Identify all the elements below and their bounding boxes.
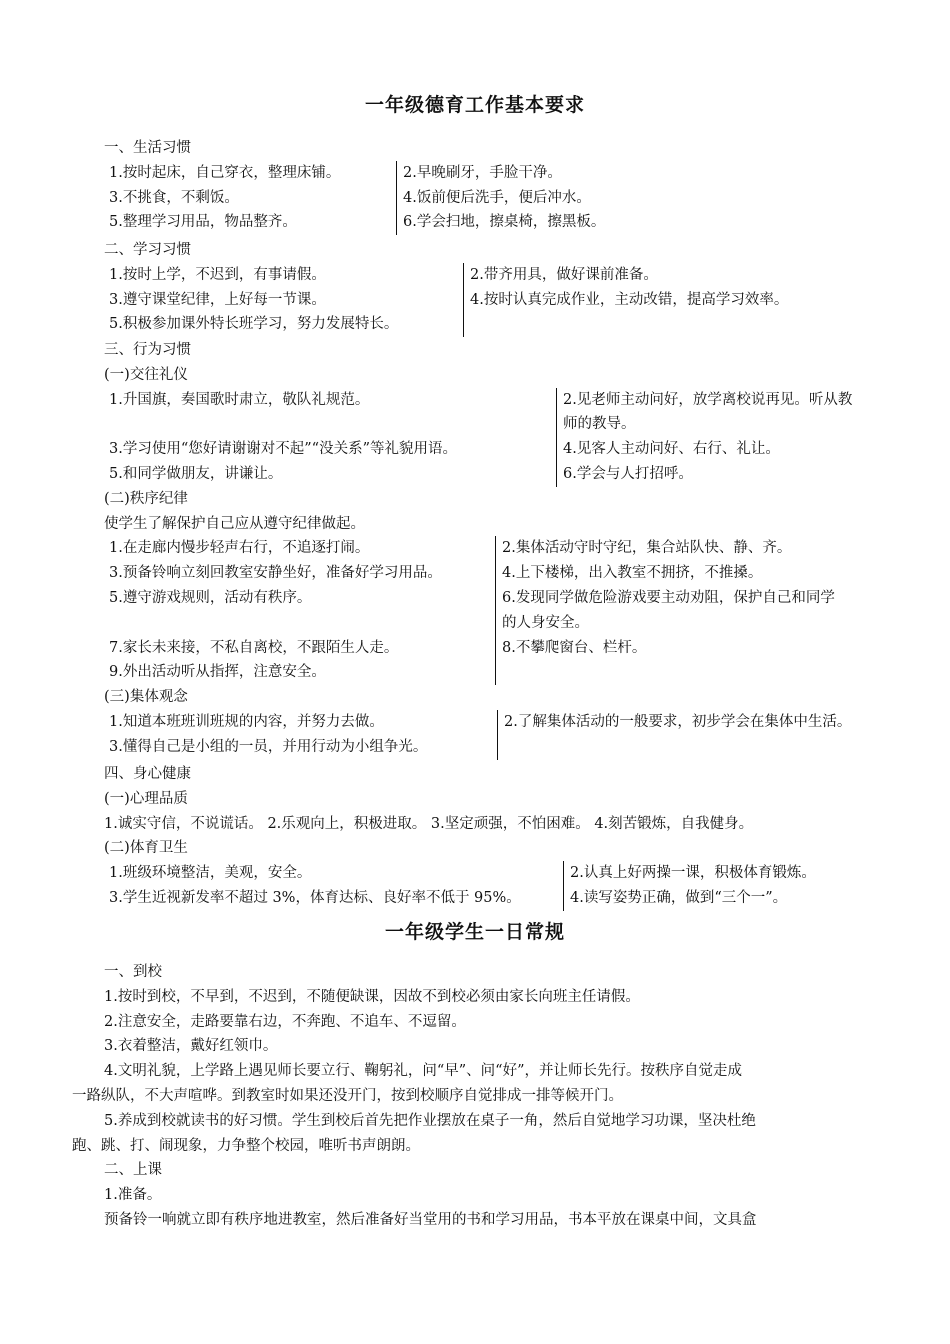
section-heading: 二、学习习惯 bbox=[104, 242, 191, 258]
list-item: 1.在走廊内慢步轻声右行，不追逐打闹。 bbox=[109, 540, 370, 557]
right-column bbox=[463, 263, 788, 337]
two-column-list bbox=[104, 263, 904, 337]
list-item: 5.和同学做朋友，讲谦让。 bbox=[109, 465, 283, 482]
list-item: 1.班级环境整洁，美观，安全。 bbox=[109, 865, 312, 882]
list-item: 2.带齐用具，做好课前准备。 bbox=[470, 266, 658, 283]
subsection-heading: (一)心理品质 bbox=[104, 790, 188, 807]
list-item: 1.按时起床，自己穿衣，整理床铺。 bbox=[109, 164, 341, 181]
list-item: 2.认真上好两操一课，积极体育锻炼。 bbox=[570, 865, 816, 882]
left-column bbox=[104, 263, 463, 337]
two-column-list bbox=[104, 161, 904, 235]
list-item: 6.发现同学做危险游戏要主动劝阻，保护自己和同学 bbox=[502, 589, 835, 606]
list-item: 4.读写姿势正确，做到“三个一”。 bbox=[570, 889, 788, 906]
list-item: 1.按时上学，不迟到，有事请假。 bbox=[109, 266, 326, 283]
section-heading: 三、行为习惯 bbox=[104, 342, 191, 358]
rule-text: 预备铃一响就立即有秩序地进教室，然后准备好当堂用的书和学习用品，书本平放在课桌中间，文具盒 bbox=[104, 1211, 757, 1228]
list-item: 3.学习使用“您好请谢谢对不起”“没关系”等礼貌用语。 bbox=[109, 441, 457, 458]
section-heading: 一、生活习惯 bbox=[104, 140, 191, 156]
list-item: 4.饭前便后洗手，便后冲水。 bbox=[403, 189, 591, 206]
list-item: 2.早晚刷牙，手脸干净。 bbox=[403, 164, 562, 181]
rule-item-continued: 一路纵队，不大声喧哗。到教室时如果还没开门，按到校顺序自觉排成一排等候开门。 bbox=[72, 1087, 623, 1104]
right-column bbox=[497, 710, 851, 760]
right-column bbox=[495, 536, 835, 685]
subsection-heading: (二)体育卫生 bbox=[104, 840, 188, 857]
left-column bbox=[104, 861, 563, 911]
section-behavior-habits bbox=[104, 338, 904, 760]
rule-item: 3.衣着整洁，戴好红领巾。 bbox=[104, 1038, 278, 1055]
list-item: 3.遵守课堂纪律，上好每一节课。 bbox=[109, 291, 326, 308]
rule-item: 1.按时到校，不早到，不迟到，不随便缺课，因故不到校必须由家长向班主任请假。 bbox=[104, 988, 640, 1005]
two-column-list bbox=[104, 861, 904, 911]
section-health bbox=[104, 762, 904, 911]
rule-item: 1.准备。 bbox=[104, 1187, 162, 1204]
section-heading: 四、身心健康 bbox=[104, 766, 191, 782]
subsection-heading: (一)交往礼仪 bbox=[104, 366, 188, 383]
list-item: 5.遵守游戏规则，活动有秩序。 bbox=[109, 589, 312, 606]
section-daily-routine bbox=[72, 960, 872, 1233]
list-item: 2.了解集体活动的一般要求，初步学会在集体中生活。 bbox=[504, 713, 852, 730]
two-column-list bbox=[104, 388, 904, 487]
left-column bbox=[104, 161, 396, 235]
document-title-2: 一年级学生一日常规 bbox=[384, 921, 565, 943]
right-column bbox=[556, 388, 852, 487]
section-heading: 二、上课 bbox=[104, 1162, 162, 1179]
list-item: 1.知道本班班训班规的内容，并努力去做。 bbox=[109, 713, 384, 730]
list-item-continued: 师的教导。 bbox=[563, 416, 636, 433]
list-item: 1.升国旗，奏国歌时肃立，敬队礼规范。 bbox=[109, 391, 370, 408]
section-heading: 一、到校 bbox=[104, 964, 162, 980]
list-item: 6.学会扫地，擦桌椅，擦黑板。 bbox=[403, 214, 606, 231]
list-item: 2.见老师主动问好，放学离校说再见。听从教 bbox=[563, 391, 853, 408]
subsection-intro: 使学生了解保护自己应从遵守纪律做起。 bbox=[104, 515, 365, 532]
list-item: 8.不攀爬窗台、栏杆。 bbox=[502, 639, 647, 656]
subsection-heading: (三)集体观念 bbox=[104, 689, 188, 706]
left-column bbox=[104, 536, 495, 685]
list-item: 7.家长未来接，不私自离校，不跟陌生人走。 bbox=[109, 639, 399, 656]
list-item: 3.不挑食，不剩饭。 bbox=[109, 189, 239, 206]
list-item-continued: 的人身安全。 bbox=[502, 614, 589, 631]
list-item: 9.外出活动听从指挥，注意安全。 bbox=[109, 664, 326, 681]
list-item: 3.懂得自己是小组的一员，并用行动为小组争光。 bbox=[109, 738, 428, 755]
right-column bbox=[396, 161, 605, 235]
list-item: 6.学会与人打招呼。 bbox=[563, 465, 693, 482]
list-line: 1.诚实守信，不说谎话。 2.乐观向上，积极进取。 3.坚定顽强，不怕困难。 4.刻苦锻炼，自我健身。 bbox=[104, 815, 754, 832]
section-living-habits bbox=[104, 136, 904, 235]
list-item: 4.上下楼梯，出入教室不拥挤，不推搡。 bbox=[502, 565, 763, 582]
rule-item: 2.注意安全，走路要靠右边，不奔跑、不追车、不逗留。 bbox=[104, 1013, 466, 1030]
list-item: 5.整理学习用品，物品整齐。 bbox=[109, 214, 297, 231]
two-column-list bbox=[104, 710, 904, 760]
document-title: 一年级德育工作基本要求 bbox=[364, 94, 585, 116]
two-column-list bbox=[104, 536, 904, 685]
left-column bbox=[104, 710, 497, 760]
list-item: 5.积极参加课外特长班学习，努力发展特长。 bbox=[109, 316, 399, 333]
rule-item: 5.养成到校就读书的好习惯。学生到校后首先把作业摆放在桌子一角，然后自觉地学习功课，坚决杜绝 bbox=[104, 1112, 756, 1129]
rule-item-continued: 跑、跳、打、闹现象，力争整个校园，唯听书声朗朗。 bbox=[72, 1137, 420, 1154]
rule-item: 4.文明礼貌，上学路上遇见师长要立行、鞠躬礼，问“早”、问“好”，并让师长先行。按秩序自觉走成 bbox=[104, 1063, 742, 1080]
list-item: 3.预备铃响立刻回教室安静坐好，准备好学习用品。 bbox=[109, 565, 442, 582]
subsection-heading: (二)秩序纪律 bbox=[104, 490, 188, 507]
list-item: 4.按时认真完成作业，主动改错，提高学习效率。 bbox=[470, 291, 789, 308]
right-column bbox=[563, 861, 816, 911]
list-item: 2.集体活动守时守纪，集合站队快、静、齐。 bbox=[502, 540, 792, 557]
list-item: 4.见客人主动问好、右行、礼让。 bbox=[563, 441, 780, 458]
list-item: 3.学生近视新发率不超过 3%，体育达标、良好率不低于 95%。 bbox=[109, 889, 521, 906]
left-column bbox=[104, 388, 556, 487]
section-study-habits bbox=[104, 238, 904, 337]
